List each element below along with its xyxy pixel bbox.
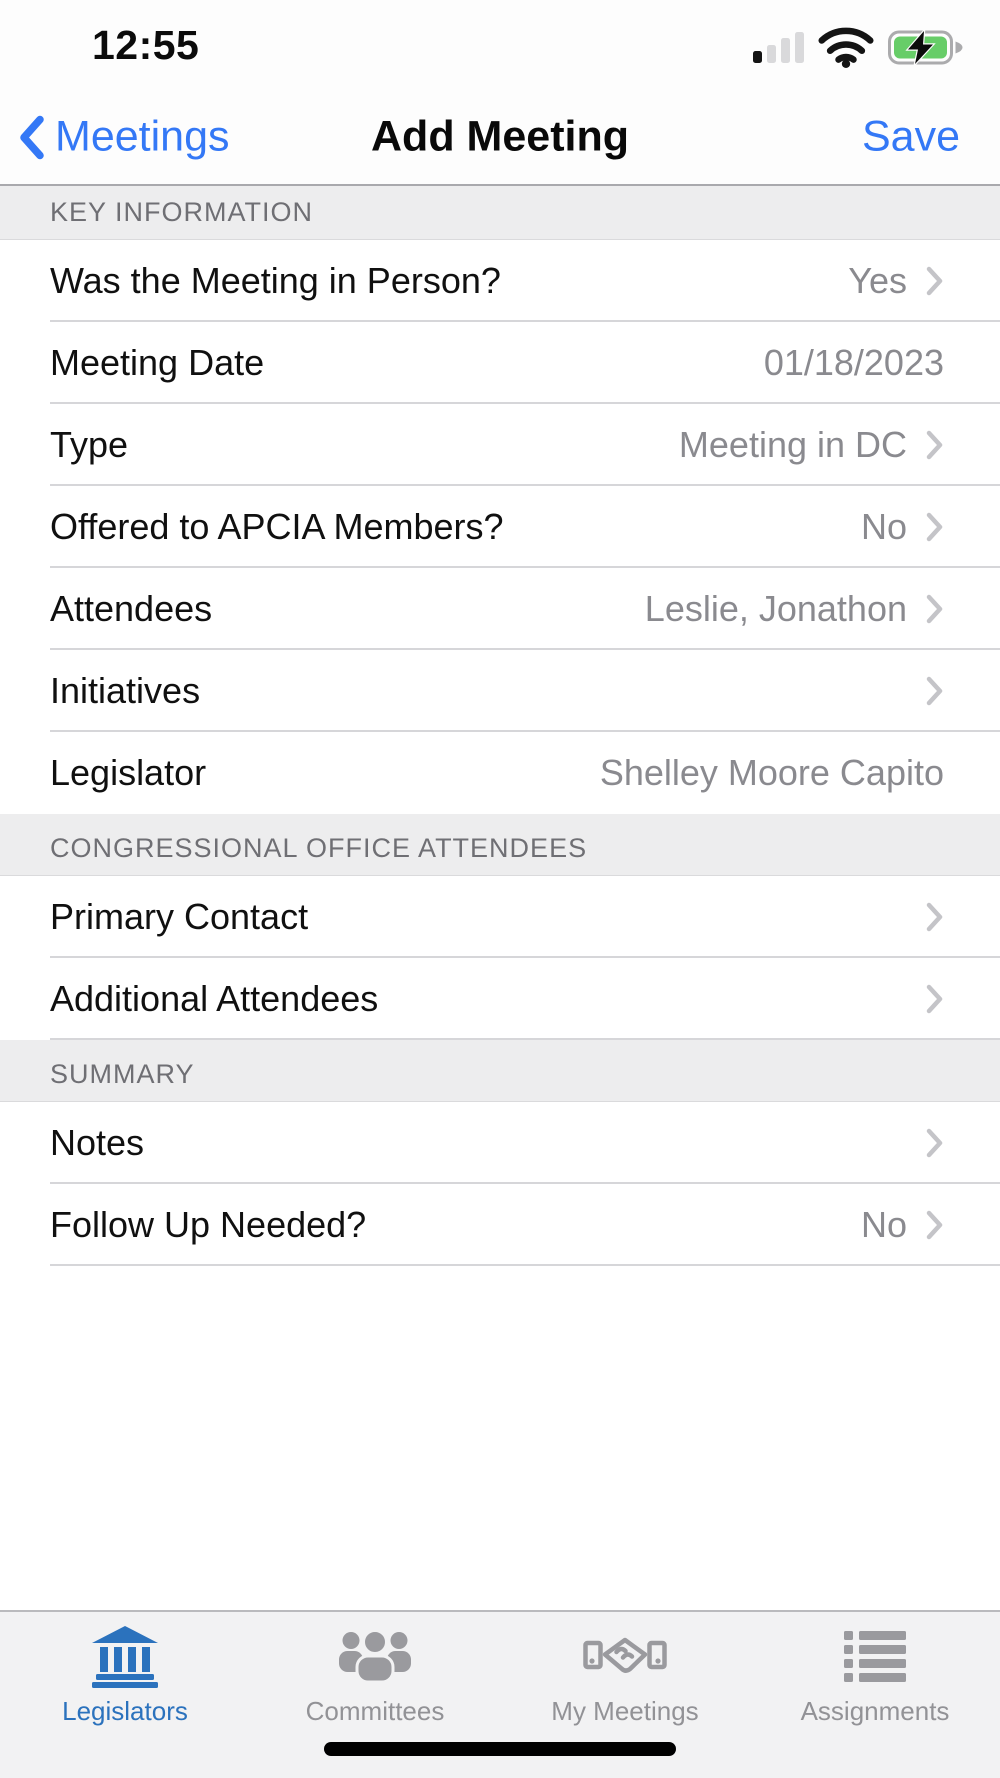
- tab-committees[interactable]: [250, 1626, 500, 1727]
- row-value: Meeting in DC: [678, 424, 907, 465]
- section-header-label: SUMMARY: [50, 1059, 195, 1089]
- tab-legislators[interactable]: [0, 1626, 250, 1727]
- chevron-left-icon: [18, 114, 45, 160]
- tab-bar: [0, 1610, 1000, 1778]
- tab-label: My Meetings: [551, 1696, 699, 1726]
- chevron-right-icon: [925, 429, 944, 461]
- tab-label: Committees: [305, 1696, 445, 1726]
- row-label: Notes: [50, 1122, 145, 1163]
- tab-assignments[interactable]: [750, 1626, 1000, 1727]
- section-header-summary: [0, 1040, 1000, 1102]
- row-label: Legislator: [50, 752, 207, 793]
- form-row-additional-attendees[interactable]: [0, 958, 1000, 1040]
- status-icons: [753, 26, 964, 68]
- home-indicator[interactable]: [324, 1742, 676, 1756]
- page-title: Add Meeting: [371, 112, 629, 161]
- section-header-key-information: [0, 186, 1000, 240]
- chevron-right-icon: [925, 983, 944, 1015]
- chevron-right-icon: [925, 511, 944, 543]
- tab-my-meetings[interactable]: [500, 1626, 750, 1727]
- status-bar: [0, 0, 1000, 90]
- save-button[interactable]: Save: [861, 112, 960, 161]
- row-label: Follow Up Needed?: [50, 1204, 367, 1245]
- chevron-right-icon: [925, 593, 944, 625]
- chevron-right-icon: [925, 1209, 944, 1241]
- form-row-follow-up-needed[interactable]: [0, 1184, 1000, 1266]
- form-row-attendees[interactable]: [0, 568, 1000, 650]
- form-row-was-meeting-in-person[interactable]: [0, 240, 1000, 322]
- people-icon: [338, 1626, 412, 1688]
- row-value: Leslie, Jonathon: [644, 588, 907, 629]
- form-row-meeting-date[interactable]: [0, 322, 1000, 404]
- form-row-type[interactable]: [0, 404, 1000, 486]
- row-value: No: [860, 1204, 907, 1245]
- section-header-congressional-office-attendees: [0, 814, 1000, 876]
- row-label: Attendees: [50, 588, 213, 629]
- row-label: Meeting Date: [50, 342, 265, 383]
- chevron-right-icon: [925, 901, 944, 933]
- row-label: Additional Attendees: [50, 978, 379, 1019]
- form-row-offered-to-apcia-members[interactable]: [0, 486, 1000, 568]
- section-header-label: KEY INFORMATION: [50, 197, 314, 227]
- navigation-bar: [0, 90, 1000, 186]
- form-row-initiatives[interactable]: [0, 650, 1000, 732]
- row-label: Type: [50, 424, 129, 465]
- form-row-primary-contact[interactable]: [0, 876, 1000, 958]
- content-spacer: [0, 1266, 1000, 1610]
- chevron-right-icon: [925, 675, 944, 707]
- status-time: 12:55: [92, 22, 200, 68]
- chevron-right-icon: [925, 265, 944, 297]
- chevron-right-icon: [925, 1127, 944, 1159]
- row-label: Offered to APCIA Members?: [50, 506, 504, 547]
- tab-label: Assignments: [800, 1696, 950, 1726]
- back-button-label: Meetings: [55, 112, 230, 161]
- handshake-icon: [583, 1626, 667, 1688]
- row-value: No: [860, 506, 907, 547]
- battery-charging-icon: [888, 30, 964, 65]
- bank-icon: [92, 1626, 158, 1688]
- form-row-legislator[interactable]: [0, 732, 1000, 814]
- back-button[interactable]: [18, 113, 229, 162]
- row-value: Shelley Moore Capito: [599, 752, 944, 793]
- section-header-label: CONGRESSIONAL OFFICE ATTENDEES: [50, 833, 588, 863]
- tab-label: Legislators: [62, 1696, 188, 1726]
- row-label: Primary Contact: [50, 896, 309, 937]
- wifi-icon: [818, 26, 874, 68]
- row-value: 01/18/2023: [763, 342, 944, 383]
- cellular-signal-icon: [753, 31, 804, 63]
- form-row-notes[interactable]: [0, 1102, 1000, 1184]
- list-icon: [844, 1626, 906, 1688]
- row-label: Initiatives: [50, 670, 201, 711]
- row-label: Was the Meeting in Person?: [50, 260, 501, 301]
- row-value: Yes: [848, 260, 907, 301]
